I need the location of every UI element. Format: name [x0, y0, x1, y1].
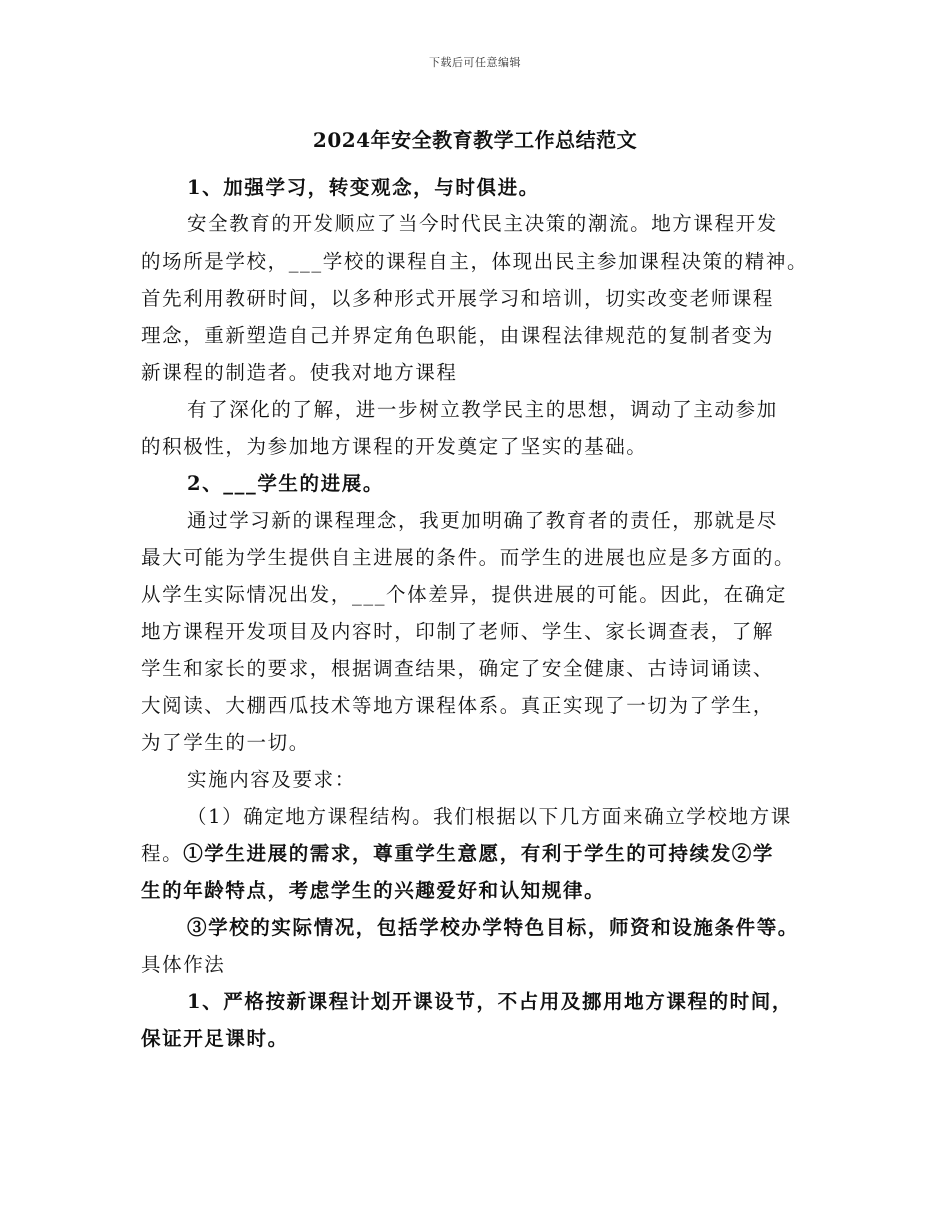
section-heading-1: 1、加强学习，转变观念，与时俱进。: [187, 176, 540, 199]
paragraph-line: 生的年龄特点，考虑学生的兴趣爱好和认知规律。: [141, 879, 606, 902]
paragraph-line: 有了深化的了解，进一步树立教学民主的思想，调动了主动参加: [187, 398, 778, 421]
paragraph-line: 最大可能为学生提供自主进展的条件。而学生的进展也应是多方面的。: [141, 546, 796, 569]
paragraph-line: （1）确定地方课程结构。我们根据以下几方面来确立学校地方课: [187, 805, 792, 828]
paragraph-line: 保证开足课时。: [141, 1027, 289, 1050]
section-heading-2: 2、___学生的进展。: [187, 472, 384, 495]
paragraph-line: 新课程的制造者。使我对地方课程: [141, 361, 458, 384]
paragraph-line: 安全教育的开发顺应了当今时代民主决策的潮流。地方课程开发: [187, 212, 778, 235]
paragraph-line: ③学校的实际情况，包括学校办学特色目标，师资和设施条件等。: [187, 916, 799, 939]
paragraph-line: 1、严格按新课程计划开课设节，不占用及挪用地方课程的时间，: [187, 990, 793, 1013]
bold-fragment: ①学生进展的需求，尊重学生意愿，有利于学生的可持续发②学: [183, 842, 775, 865]
header-note: 下载后可任意编辑: [429, 56, 521, 69]
document-title: 2024年安全教育教学工作总结范文: [312, 128, 638, 152]
paragraph-line: 大阅读、大棚西瓜技术等地方课程体系。真正实现了一切为了学生，: [141, 694, 775, 717]
paragraph-line: 的积极性，为参加地方课程的开发奠定了坚实的基础。: [141, 435, 648, 458]
paragraph-line: 的场所是学校，___学校的课程自主，体现出民主参加课程决策的精神。: [141, 250, 809, 273]
paragraph-line: [141, 842, 774, 866]
paragraph-line: 学生和家长的要求，根据调查结果，确定了安全健康、古诗词诵读、: [141, 657, 775, 680]
paragraph-line: 实施内容及要求：: [187, 768, 356, 791]
paragraph-line: 首先利用教研时间，以多种形式开展学习和培训，切实改变老师课程: [141, 287, 775, 310]
paragraph-line: 地方课程开发项目及内容时，印制了老师、学生、家长调查表，了解: [141, 620, 775, 643]
paragraph-line: 具体作法: [141, 953, 226, 976]
paragraph-line: 为了学生的一切。: [141, 731, 310, 754]
paragraph-line: 理念，重新塑造自己并界定角色职能，由课程法律规范的复制者变为: [141, 324, 775, 347]
paragraph-line: 从学生实际情况出发，___个体差异，提供进展的可能。因此，在确定: [141, 583, 787, 606]
paragraph-fragment: 程。: [141, 842, 184, 865]
paragraph-line: 通过学习新的课程理念，我更加明确了教育者的责任，那就是尽: [187, 509, 778, 532]
